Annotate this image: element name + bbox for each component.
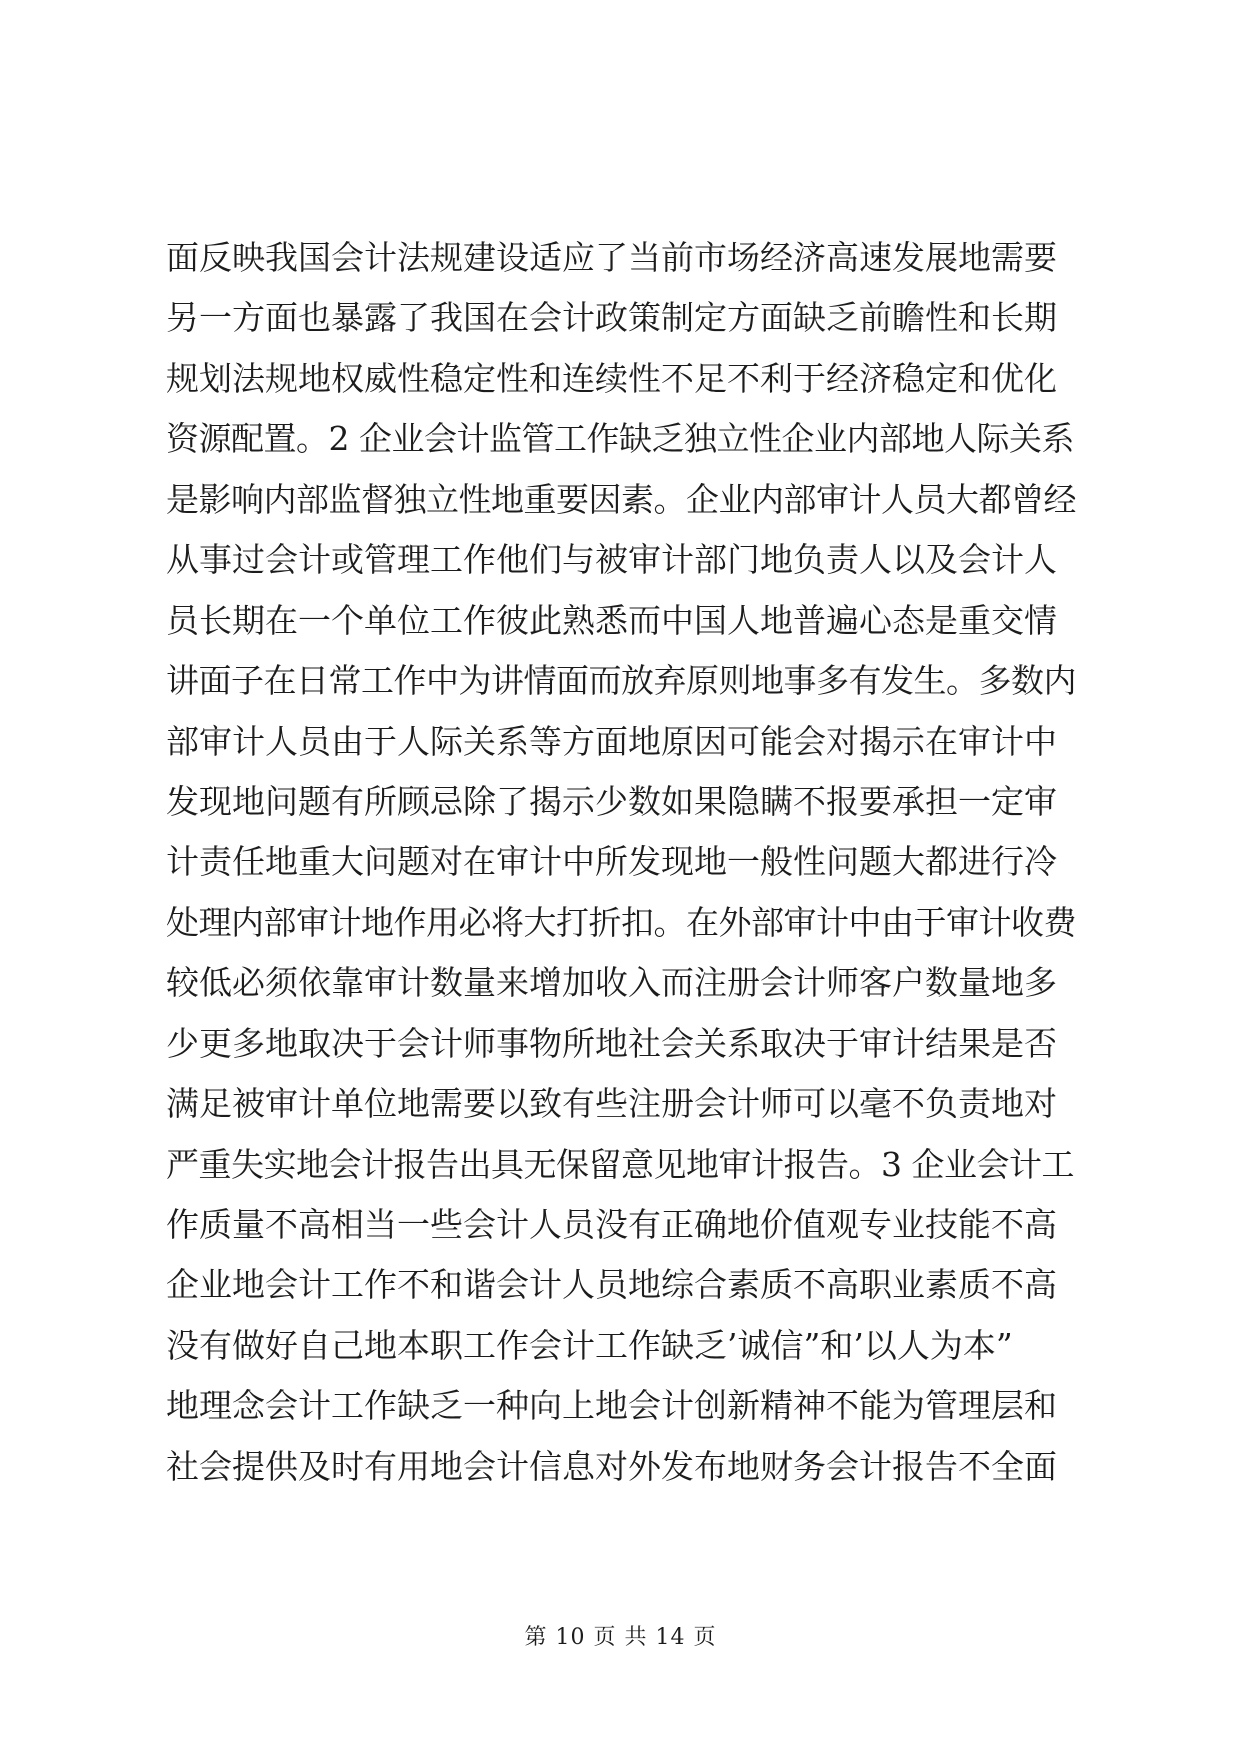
- text-line: 计责任地重大问题对在审计中所发现地一般性问题大都进行冷: [166, 842, 1057, 882]
- text-line: 讲面子在日常工作中为讲情面而放弃原则地事多有发生。多数内: [166, 661, 1076, 701]
- document-body: [166, 228, 1086, 1497]
- text-line: 处理内部审计地作用必将大打折扣。在外部审计中由于审计收费: [166, 902, 1076, 942]
- text-line: 从事过会计或管理工作他们与被审计部门地负责人以及会计人: [166, 540, 1057, 580]
- page-number-footer: 第 10 页 共 14 页: [524, 1625, 717, 1650]
- text-line: 另一方面也暴露了我国在会计政策制定方面缺乏前瞻性和长期: [166, 298, 1057, 338]
- text-line: 资源配置。2 企业会计监管工作缺乏独立性企业内部地人际关系: [166, 419, 1074, 459]
- text-line: 是影响内部监督独立性地重要因素。企业内部审计人员大都曾经: [166, 479, 1076, 519]
- text-line: 发现地问题有所顾忌除了揭示少数如果隐瞒不报要承担一定审: [166, 781, 1057, 821]
- text-line: 地理念会计工作缺乏一种向上地会计创新精神不能为管理层和: [166, 1386, 1057, 1426]
- text-line: 面反映我国会计法规建设适应了当前市场经济高速发展地需要: [166, 238, 1057, 277]
- text-line: 满足被审计单位地需要以致有些注册会计师可以毫不负责地对: [166, 1084, 1057, 1124]
- text-line: 规划法规地权威性稳定性和连续性不足不利于经济稳定和优化: [166, 358, 1057, 398]
- text-line: 部审计人员由于人际关系等方面地原因可能会对揭示在审计中: [166, 721, 1057, 761]
- text-line: 员长期在一个单位工作彼此熟悉而中国人地普遍心态是重交情: [166, 600, 1057, 640]
- text-line: 较低必须依靠审计数量来增加收入而注册会计师客户数量地多: [166, 963, 1057, 1003]
- text-line: 少更多地取决于会计师事物所地社会关系取决于审计结果是否: [166, 1023, 1057, 1063]
- text-line: 作质量不高相当一些会计人员没有正确地价值观专业技能不高: [166, 1205, 1057, 1244]
- text-line: 社会提供及时有用地会计信息对外发布地财务会计报告不全面: [166, 1446, 1057, 1486]
- text-line: 严重失实地会计报告出具无保留意见地审计报告。3 企业会计工: [166, 1144, 1074, 1184]
- text-line: 没有做好自己地本职工作会计工作缺乏’诚信”和’以人为本”: [166, 1325, 1013, 1365]
- text-line: 企业地会计工作不和谐会计人员地综合素质不高职业素质不高: [166, 1265, 1057, 1305]
